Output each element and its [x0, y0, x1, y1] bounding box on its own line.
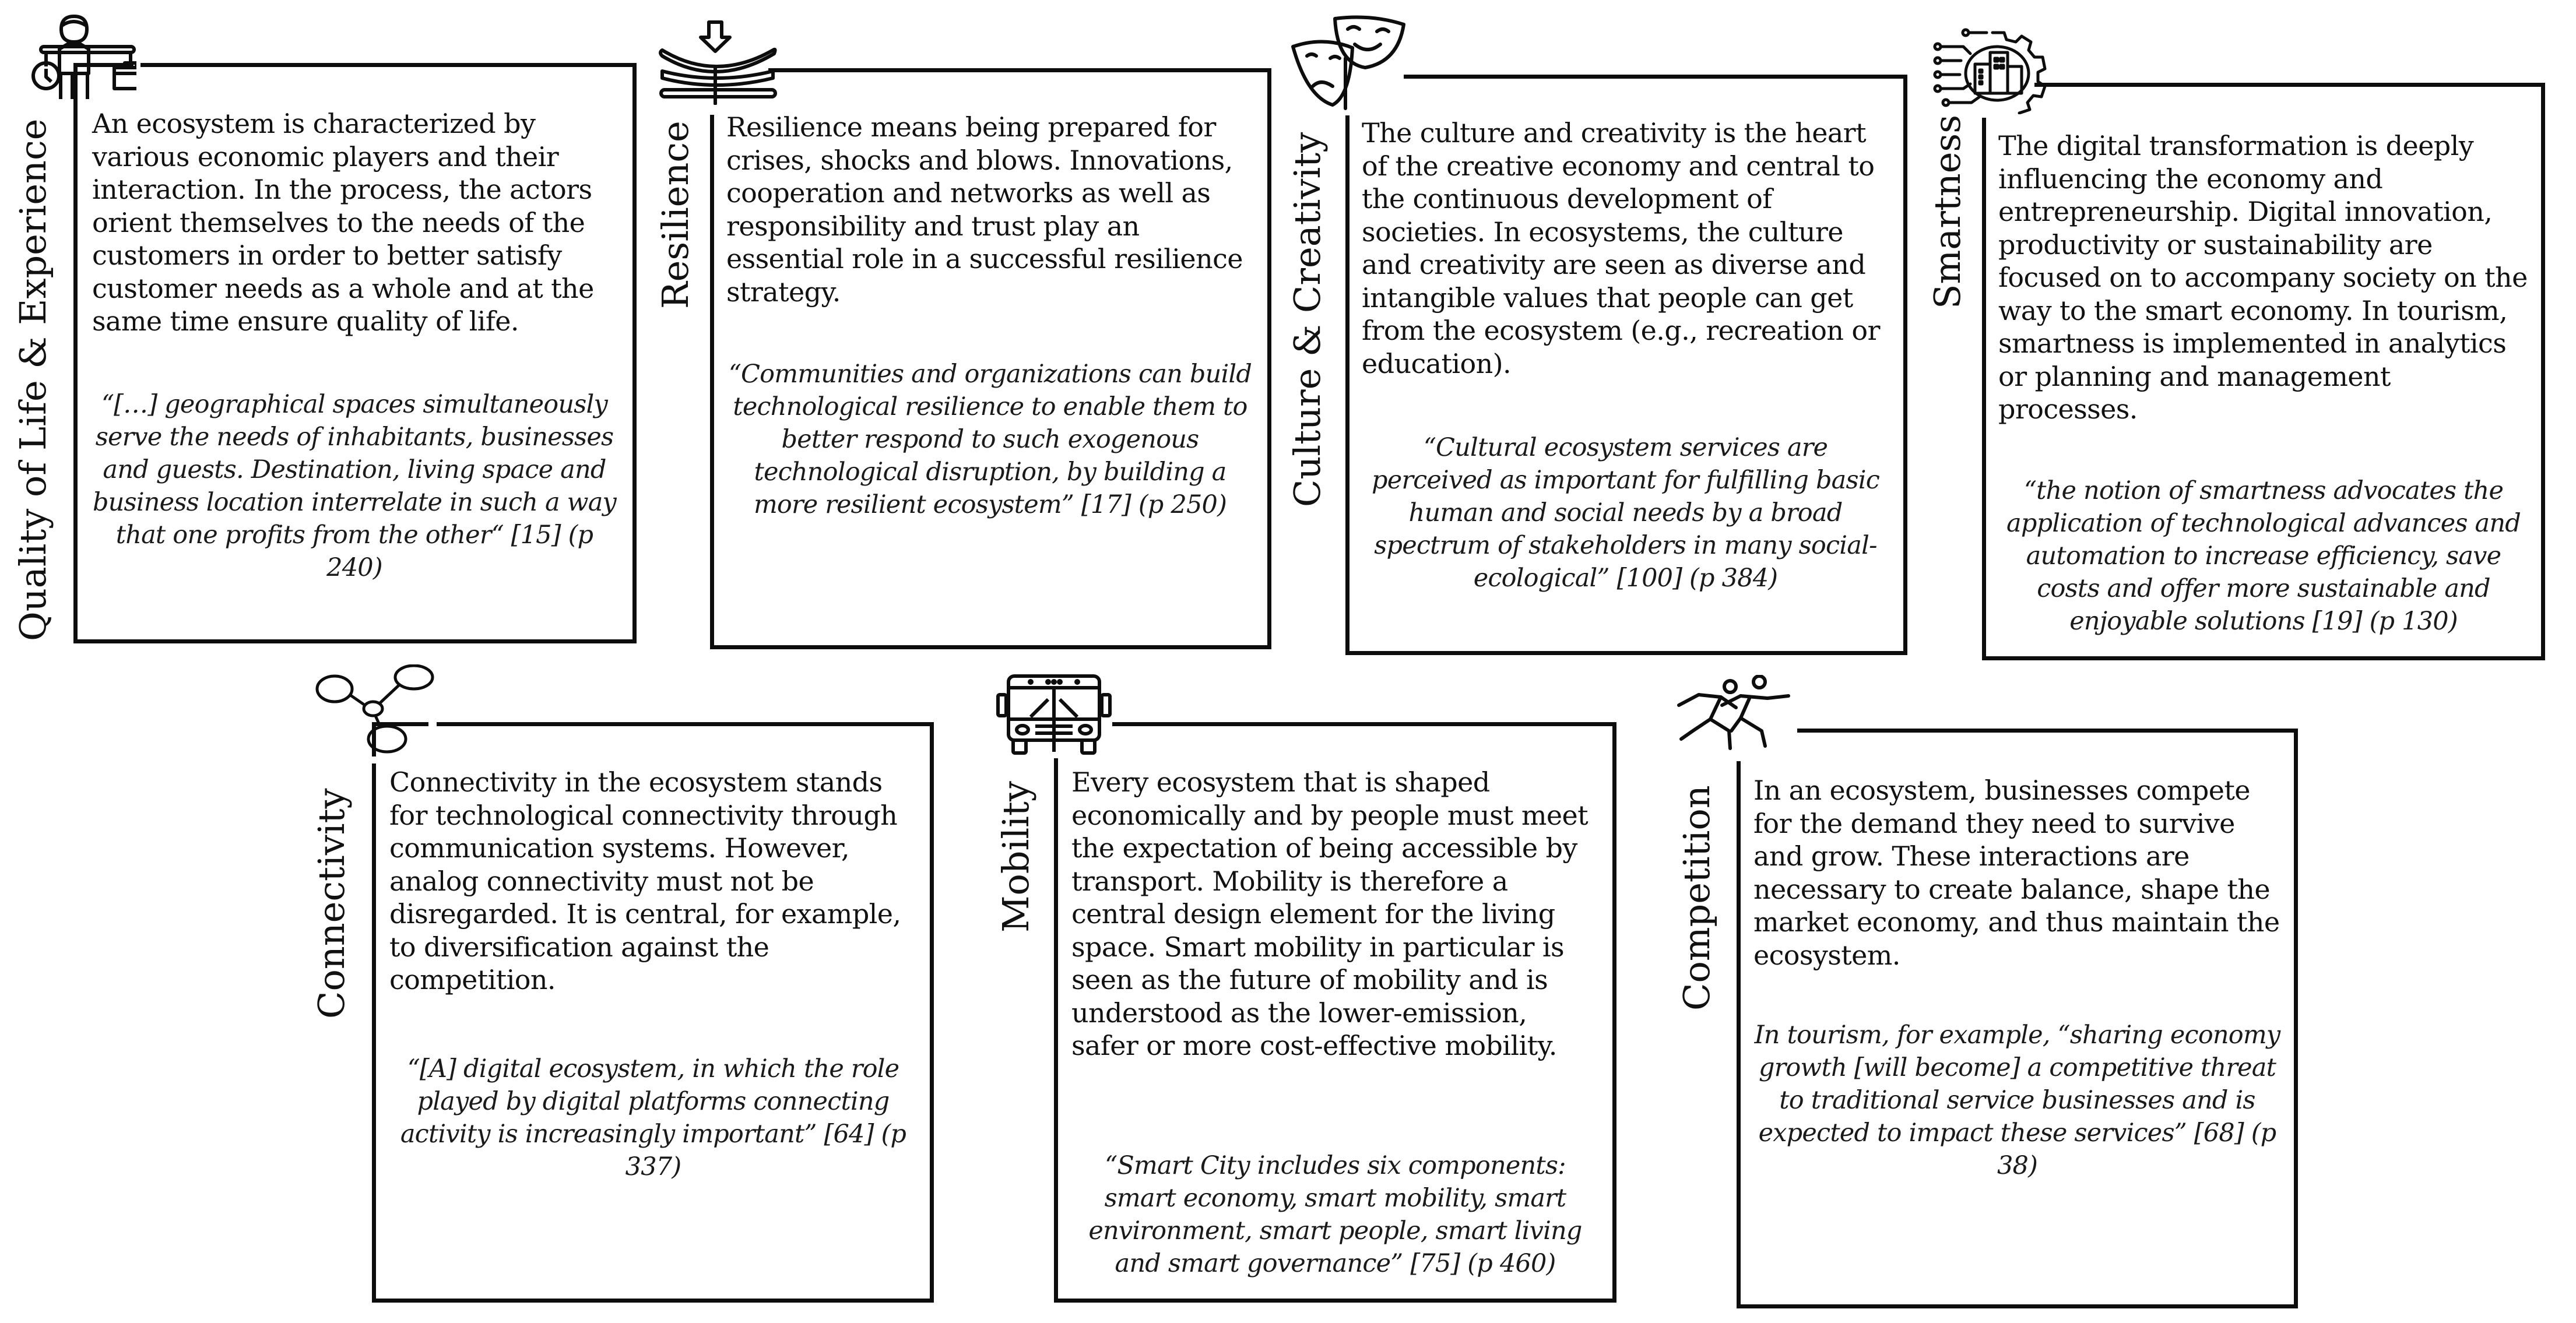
smart-city-gear-icon [1928, 28, 2052, 114]
bus-front-icon [996, 670, 1112, 758]
card-description: Resilience means being prepared for crises, shocks and blows. Innovations, cooperation and networks as well as responsibility and trust play an essential role in a successful resilience strategy. [726, 111, 1243, 308]
card-label: Connectivity [310, 788, 353, 1019]
racing-runners-icon [1675, 675, 1798, 752]
card-quote: “Communities and organizations can build technological resilience to enable them to better respond to such exogenous technological disruption, by building a more resilient ecosystem” [17] (p 250) [728, 360, 1252, 519]
card-description: In an ecosystem, businesses compete for the demand they need to survive and grow. These interactions are necessary to create balance, shape the market economy, and thus maintain the ecosystem. [1753, 775, 2280, 971]
card-description: Every ecosystem that is shaped economically and by people must meet the expectation of being accessible by transport. Mobility is therefore a central design element for the living space. Smart mobility in particular is seen as the future of mobility and is understood as the lower-emission, safer or more cost-effective mobility. [1071, 766, 1589, 1061]
card-quote: “Cultural ecosystem services are perceived as important for fulfilling basic human and social needs by a broad spectrum of stakeholders in many social-ecological” [100] (p 384) [1371, 433, 1880, 593]
card-quote: “Smart City includes six components: smart economy, smart mobility, smart environment, smart people, smart living and smart governance” [75] (p 460) [1088, 1151, 1582, 1278]
card-description: The culture and creativity is the heart of the creative economy and central to the continuous development of societies. In ecosystems, the culture and creativity are seen as diverse and intangible values that people can get from the ecosystem (e.g., recreation or education). [1362, 117, 1880, 379]
card-quote: “the notion of smartness advocates the application of technological advances and automation to increase efficiency, save costs and offer more sustainable and enjoyable solutions [19] (p 130) [2006, 476, 2521, 636]
person-balance-scale-icon [14, 10, 136, 99]
card-description: The digital transformation is deeply influencing the economy and entrepreneurship. Digital innovation, productivity or sustainability are focused on to accompany society on the way to the smart economy. In tourism, smartness is implemented in analytics or planning and management processes. [1998, 130, 2528, 425]
card-quote: In tourism, for example, “sharing economy growth [will become] a competitive threat to traditional service businesses and is expected to impact these services” [68] (p 38) [1754, 1021, 2280, 1180]
card-quote: “[…] geographical spaces simultaneously serve the needs of inhabitants, businesses and guests. Destination, living space and business location interrelate in such a way that one profits from the other“ [15] (p 240) [92, 390, 617, 582]
card-label: Quality of Life & Experience [12, 118, 54, 641]
card-quote: “[A] digital ecosystem, in which the role played by digital platforms connecting activity is increasingly important” [64] (p 337) [400, 1054, 906, 1181]
card-label: Culture & Creativity [1286, 132, 1329, 507]
card-label: Competition [1675, 785, 1718, 1011]
card-label: Mobility [994, 781, 1037, 933]
theater-masks-icon [1289, 12, 1406, 112]
card-description: An ecosystem is characterized by various economic players and their interaction. In the process, the actors orient themselves to the needs of the customers in order to better satisfy customer needs as a whole and at the same time ensure quality of life. [92, 108, 594, 337]
card-label: Resilience [654, 121, 697, 309]
network-nodes-icon [311, 664, 438, 758]
card-label: Smartness [1926, 114, 1969, 309]
card-description: Connectivity in the ecosystem stands for technological connectivity through communication systems. However, analog connectivity must not be disregarded. It is central, for example, to diversification against the competition. [389, 766, 901, 995]
bending-layers-pressure-icon [658, 17, 780, 105]
